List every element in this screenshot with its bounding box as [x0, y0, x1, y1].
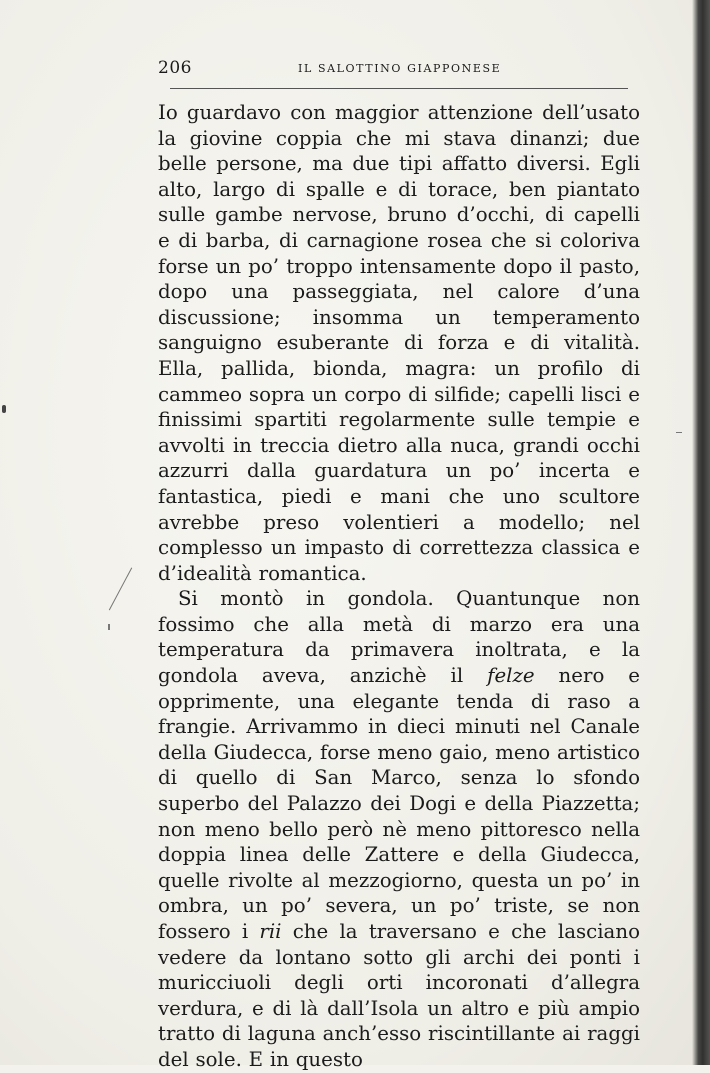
italic-word-rii: rii	[259, 920, 282, 943]
scan-mark-slash	[109, 568, 133, 611]
scan-mark-dot	[2, 405, 6, 413]
scan-mark-tick	[108, 624, 110, 630]
scan-mark-dash	[676, 432, 682, 433]
paragraph-2-part-c: che la traversano e che lasciano vedere da lontano sotto gli archi dei ponti i muricciuoli degli orti incoronati d’allegra verdura, e di là dall’Isola un altro e più ampio tratto di laguna anch’esso riscintillante ai raggi del sole. E in questo	[158, 920, 640, 1071]
paragraph-2-part-a: Si montò in gondola. Quantunque non fossimo che alla metà di marzo era una temperatura da primavera inoltrata, e la gondola aveva, anzichè il	[158, 587, 640, 688]
paragraph-1: Io guardavo con maggior attenzione dell’usato la giovine coppia che mi stava dinanzi; due belle persone, ma due tipi affatto diversi. Egli alto, largo di spalle e di torace, ben piantato sulle gambe nervose, bruno d’occhi, di capelli e di barba, di carnagione rosea che si coloriva forse un po’ troppo intensamente dopo il pasto, dopo una passeggiata, nel calore d’una discussione; insomma un temperamento sanguigno esuberante di forza e di vitalità. Ella, pallida, bionda, magra: un profilo di cammeo sopra un corpo di silfide; capelli lisci e finissimi spartiti regolarmente sulle tempie e avvolti in treccia dietro alla nuca, grandi occhi azzurri dalla guardatura un po’ incerta e fantastica, piedi e mani che uno scultore avrebbe preso volentieri a modello; nel complesso un impasto di correttezza classica e d’idealità romantica.	[158, 101, 640, 585]
header-rule	[170, 88, 628, 89]
paragraph-2-part-b: nero e opprimente, una elegante tenda di raso a frangie. Arrivammo in dieci minuti nel Canale della Giudecca, forse meno gaio, meno artistico di quello di San Marco, senza lo sfondo superbo del Palazzo dei Dogi e della Piazzetta; non meno bello però nè meno pittoresco nella doppia linea delle Zattere e della Giudecca, quelle rivolte al mezzogiorno, questa un po’ in ombra, un po’ severa, un po’ triste, se non fossero i	[158, 664, 640, 943]
page-number: 206	[158, 58, 192, 78]
italic-word-felze: felze	[487, 664, 535, 688]
page-edge-shadow	[692, 0, 710, 1065]
body-text	[158, 100, 640, 1073]
running-title: IL SALOTTINO GIAPPONESE	[298, 62, 502, 75]
page-header	[158, 58, 638, 80]
paragraph-2	[158, 586, 640, 1072]
